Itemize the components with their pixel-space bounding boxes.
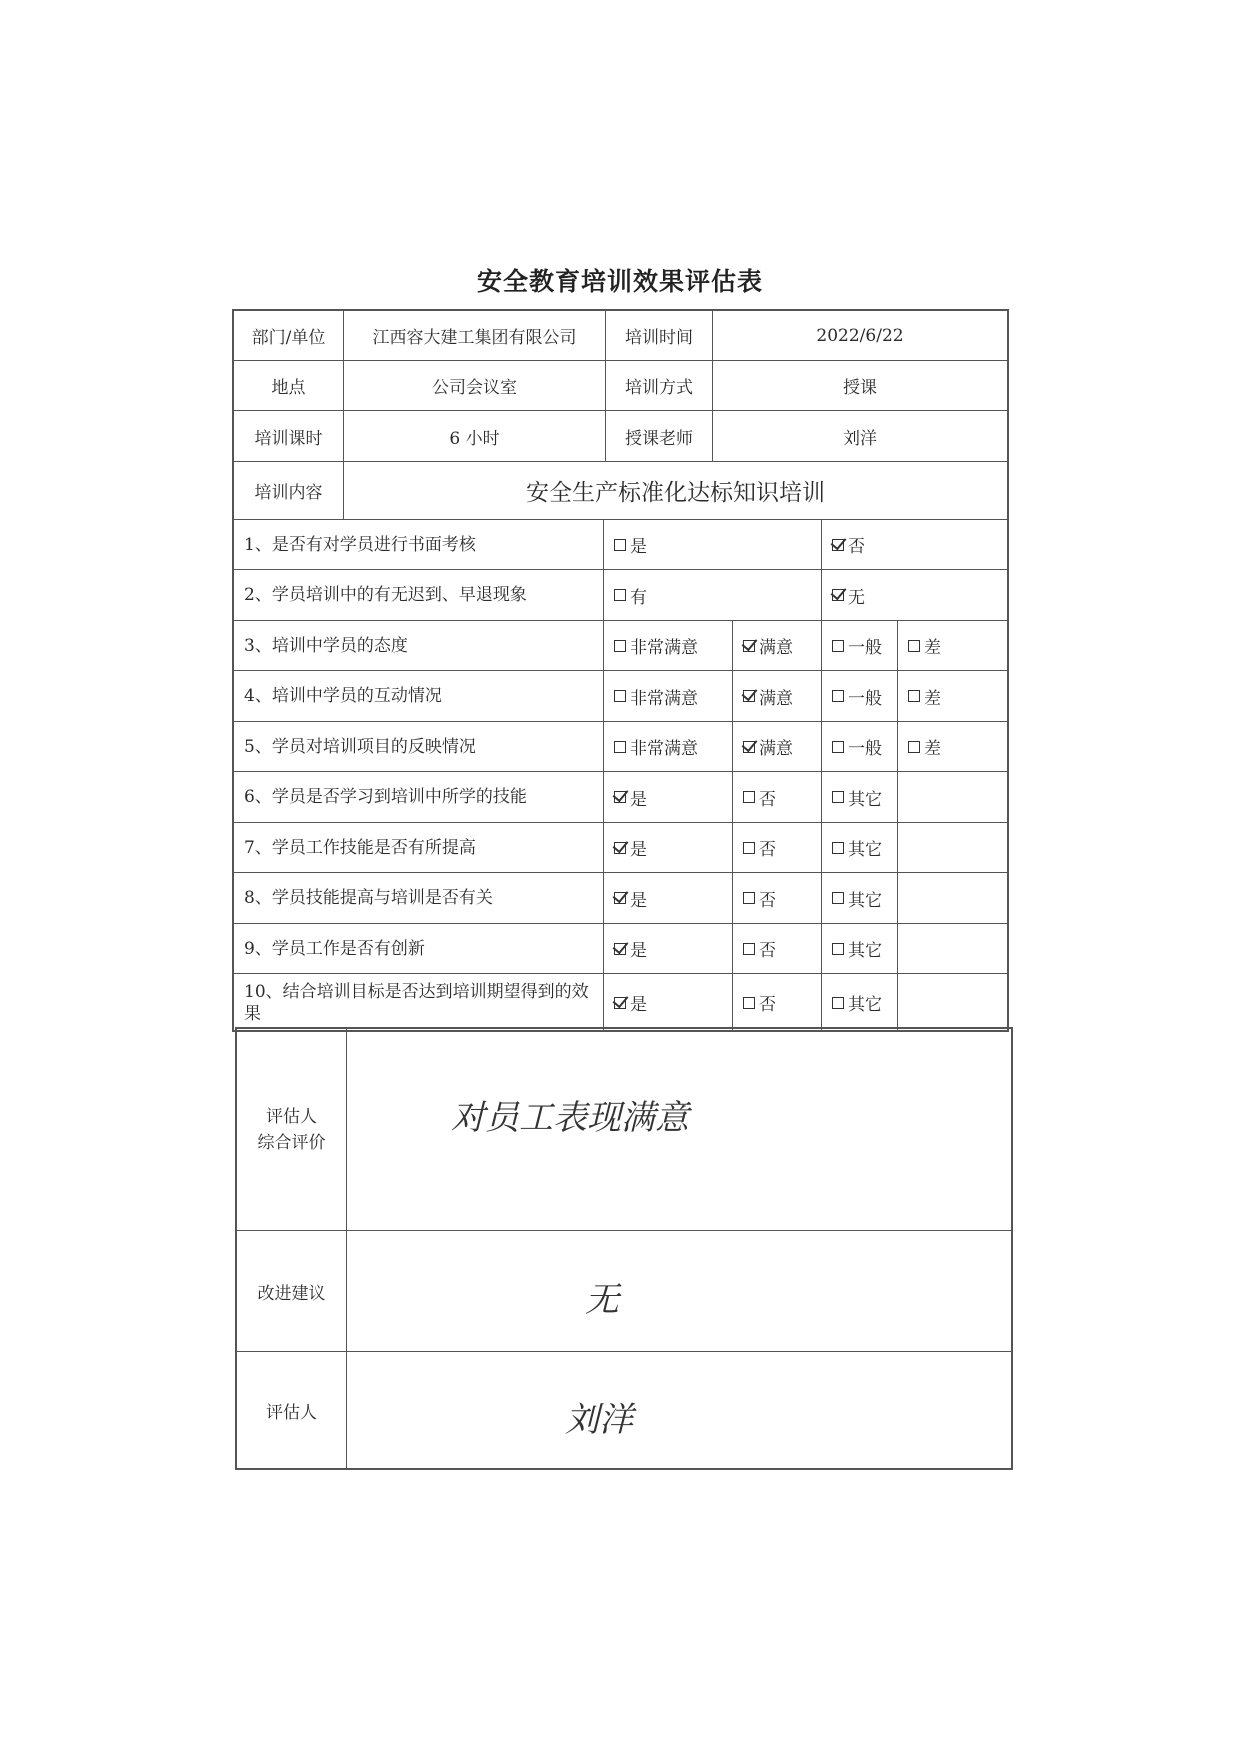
question-text: 6、学员是否学习到培训中所学的技能 [233, 771, 604, 823]
checkbox-icon[interactable] [908, 640, 920, 652]
option-cell [732, 670, 822, 722]
checkbox-icon[interactable] [908, 741, 920, 753]
overall-comment: 对员工表现满意 [451, 1098, 689, 1138]
option-label: 满意 [759, 739, 793, 759]
checkbox-icon[interactable] [743, 997, 755, 1009]
checked-checkbox-icon[interactable] [743, 640, 755, 652]
dept-label: 部门/单位 [233, 310, 344, 361]
time-label: 培训时间 [605, 310, 713, 361]
option-label: 无 [848, 587, 865, 608]
time-value: 2022/6/22 [712, 310, 1008, 361]
option-label: 有 [630, 587, 647, 608]
option-cell [603, 519, 822, 570]
question-text: 3、培训中学员的态度 [233, 620, 604, 671]
option-label: 其它 [848, 890, 882, 911]
checkbox-icon[interactable] [614, 589, 626, 601]
option-cell [821, 822, 898, 873]
overall-label-line1: 评估人 [266, 1106, 317, 1127]
teacher-label: 授课老师 [605, 410, 713, 462]
option-cell [603, 670, 733, 722]
method-label: 培训方式 [605, 360, 713, 411]
suggest-comment: 无 [585, 1279, 619, 1320]
option-label: 差 [924, 638, 941, 658]
option-cell [821, 771, 898, 823]
option-label: 是 [630, 537, 647, 557]
overall-label [236, 1028, 347, 1231]
option-label: 否 [759, 890, 776, 911]
checkbox-icon[interactable] [908, 690, 920, 702]
option-cell [603, 923, 733, 974]
hours-value: 6 小时 [343, 410, 606, 462]
question-text: 2、学员培训中的有无迟到、早退现象 [233, 569, 604, 621]
option-label: 否 [759, 789, 776, 810]
checkbox-icon[interactable] [614, 690, 626, 702]
option-cell [821, 923, 898, 974]
empty-cell [897, 872, 1008, 924]
checked-checkbox-icon[interactable] [614, 892, 626, 904]
content-value: 安全生产标准化达标知识培训 [343, 461, 1008, 520]
option-cell [603, 822, 733, 873]
checkbox-icon[interactable] [832, 943, 844, 955]
dept-value: 江西容大建工集团有限公司 [343, 310, 606, 361]
option-cell [732, 923, 822, 974]
option-cell [821, 519, 1008, 570]
question-text: 10、结合培训目标是否达到培训期望得到的效果 [233, 973, 604, 1032]
checked-checkbox-icon[interactable] [614, 997, 626, 1009]
assessor-cell [346, 1351, 1012, 1469]
checkbox-icon[interactable] [832, 892, 844, 904]
option-label: 其它 [848, 840, 882, 860]
question-text: 4、培训中学员的互动情况 [233, 670, 604, 722]
checkbox-icon[interactable] [614, 640, 626, 652]
option-cell [732, 620, 822, 671]
option-cell [897, 670, 1008, 722]
question-text: 5、学员对培训项目的反映情况 [233, 721, 604, 772]
empty-cell [897, 923, 1008, 974]
checkbox-icon[interactable] [743, 943, 755, 955]
hours-label: 培训课时 [233, 410, 344, 462]
option-label: 差 [924, 688, 941, 709]
checkbox-icon[interactable] [743, 892, 755, 904]
option-cell [603, 569, 822, 621]
checkbox-icon[interactable] [614, 539, 626, 551]
option-label: 非常满意 [630, 638, 698, 658]
option-cell [897, 721, 1008, 772]
option-cell [603, 973, 733, 1032]
option-cell [821, 872, 898, 924]
assessor-label: 评估人 [236, 1351, 347, 1469]
checked-checkbox-icon[interactable] [614, 943, 626, 955]
checkbox-icon[interactable] [832, 842, 844, 854]
option-cell [821, 569, 1008, 621]
checkbox-icon[interactable] [832, 690, 844, 702]
checked-checkbox-icon[interactable] [614, 842, 626, 854]
option-cell [821, 973, 898, 1032]
option-label: 否 [759, 840, 776, 860]
form-title: 安全教育培训效果评估表 [476, 267, 763, 296]
option-label: 否 [759, 995, 776, 1015]
option-label: 是 [630, 941, 647, 961]
teacher-value: 刘洋 [712, 410, 1008, 462]
checked-checkbox-icon[interactable] [614, 791, 626, 803]
option-label: 满意 [759, 638, 793, 658]
option-label: 是 [630, 789, 647, 810]
method-value: 授课 [712, 360, 1008, 411]
option-label: 非常满意 [630, 688, 698, 709]
option-cell [732, 822, 822, 873]
option-cell [821, 670, 898, 722]
empty-cell [897, 771, 1008, 823]
question-text: 7、学员工作技能是否有所提高 [233, 822, 604, 873]
suggest-cell [346, 1230, 1012, 1352]
assessor-signature: 刘洋 [565, 1399, 633, 1440]
option-label: 一般 [848, 638, 882, 658]
option-label: 是 [630, 890, 647, 911]
option-cell [603, 771, 733, 823]
question-text: 9、学员工作是否有创新 [233, 923, 604, 974]
option-label: 是 [630, 840, 647, 860]
option-label: 其它 [848, 995, 882, 1015]
option-label: 其它 [848, 941, 882, 961]
option-cell [603, 620, 733, 671]
option-cell [821, 620, 898, 671]
option-label: 非常满意 [630, 739, 698, 759]
option-cell [603, 721, 733, 772]
empty-cell [897, 822, 1008, 873]
option-cell [821, 721, 898, 772]
option-label: 一般 [848, 688, 882, 709]
place-label: 地点 [233, 360, 344, 411]
suggest-label: 改进建议 [236, 1230, 347, 1352]
checkbox-icon[interactable] [832, 741, 844, 753]
checked-checkbox-icon[interactable] [743, 690, 755, 702]
empty-cell [897, 973, 1008, 1032]
option-cell [732, 872, 822, 924]
option-label: 否 [848, 537, 865, 557]
option-cell [732, 721, 822, 772]
option-label: 否 [759, 941, 776, 961]
overall-comment-cell [346, 1028, 1012, 1231]
option-label: 差 [924, 739, 941, 759]
checkbox-icon[interactable] [743, 842, 755, 854]
option-label: 一般 [848, 739, 882, 759]
option-label: 满意 [759, 688, 793, 709]
option-cell [732, 771, 822, 823]
option-label: 其它 [848, 789, 882, 810]
checked-checkbox-icon[interactable] [832, 589, 844, 601]
overall-label-line2: 综合评价 [257, 1132, 326, 1153]
checkbox-icon[interactable] [832, 791, 844, 803]
checked-checkbox-icon[interactable] [832, 539, 844, 551]
question-text: 8、学员技能提高与培训是否有关 [233, 872, 604, 924]
option-cell [732, 973, 822, 1032]
checkbox-icon[interactable] [832, 997, 844, 1009]
content-label: 培训内容 [233, 461, 344, 520]
checkbox-icon[interactable] [614, 741, 626, 753]
checked-checkbox-icon[interactable] [743, 741, 755, 753]
option-cell [603, 872, 733, 924]
checkbox-icon[interactable] [832, 640, 844, 652]
place-value: 公司会议室 [343, 360, 606, 411]
question-text: 1、是否有对学员进行书面考核 [233, 519, 604, 570]
checkbox-icon[interactable] [743, 791, 755, 803]
option-cell [897, 620, 1008, 671]
option-label: 是 [630, 995, 647, 1015]
